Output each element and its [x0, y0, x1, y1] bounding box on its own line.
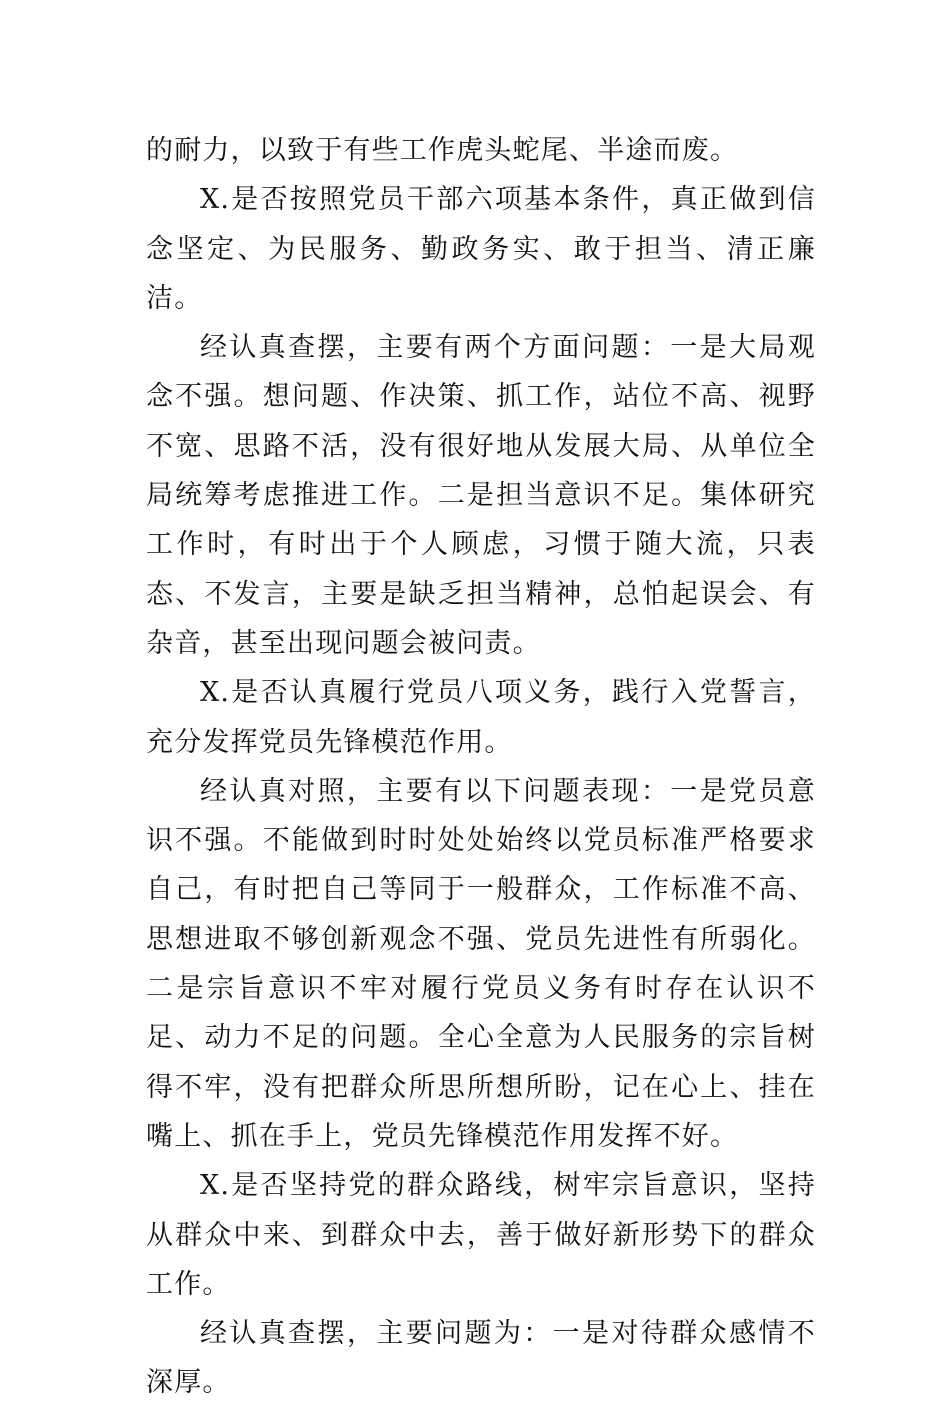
- document-body: [146, 126, 816, 1408]
- paragraph-findings-mass-line: 经认真查摆，主要问题为：一是对待群众感情不深厚。: [146, 1318, 816, 1399]
- paragraph-item-obligations: X.是否认真履行党员八项义务，践行入党誓言，充分发挥党员先锋模范作用。: [146, 677, 816, 758]
- paragraph-findings-party-awareness: 经认真对照，主要有以下问题表现：一是党员意识不强。不能做到时时处处始终以党员标准严格要求自己，有时把自己等同于一般群众，工作标准不高、思想进取不够创新观念不强、党员先进性有所弱化。二是宗旨意识不牢对履行党员义务有时存在认识不足、动力不足的问题。全心全意为人民服务的宗旨树得不牢，没有把群众所思所想所盼，记在心上、挂在嘴上、抓在手上，党员先锋模范作用发挥不好。: [146, 775, 816, 1152]
- paragraph-item-conditions: X.是否按照党员干部六项基本条件，真正做到信念坚定、为民服务、勤政务实、敢于担当、清正廉洁。: [146, 184, 816, 314]
- paragraph-continuation: 的耐力，以致于有些工作虎头蛇尾、半途而废。: [146, 135, 739, 166]
- paragraph-findings-overall-view: 经认真查摆，主要有两个方面问题：一是大局观念不强。想问题、作决策、抓工作，站位不高、视野不宽、思路不活，没有很好地从发展大局、从单位全局统筹考虑推进工作。二是担当意识不足。集体研究工作时，有时出于个人顾虑，习惯于随大流，只表态、不发言，主要是缺乏担当精神，总怕起误会、有杂音，甚至出现问题会被问责。: [146, 332, 816, 659]
- paragraph-item-mass-line: X.是否坚持党的群众路线，树牢宗旨意识，坚持从群众中来、到群众中去，善于做好新形势下的群众工作。: [146, 1170, 816, 1300]
